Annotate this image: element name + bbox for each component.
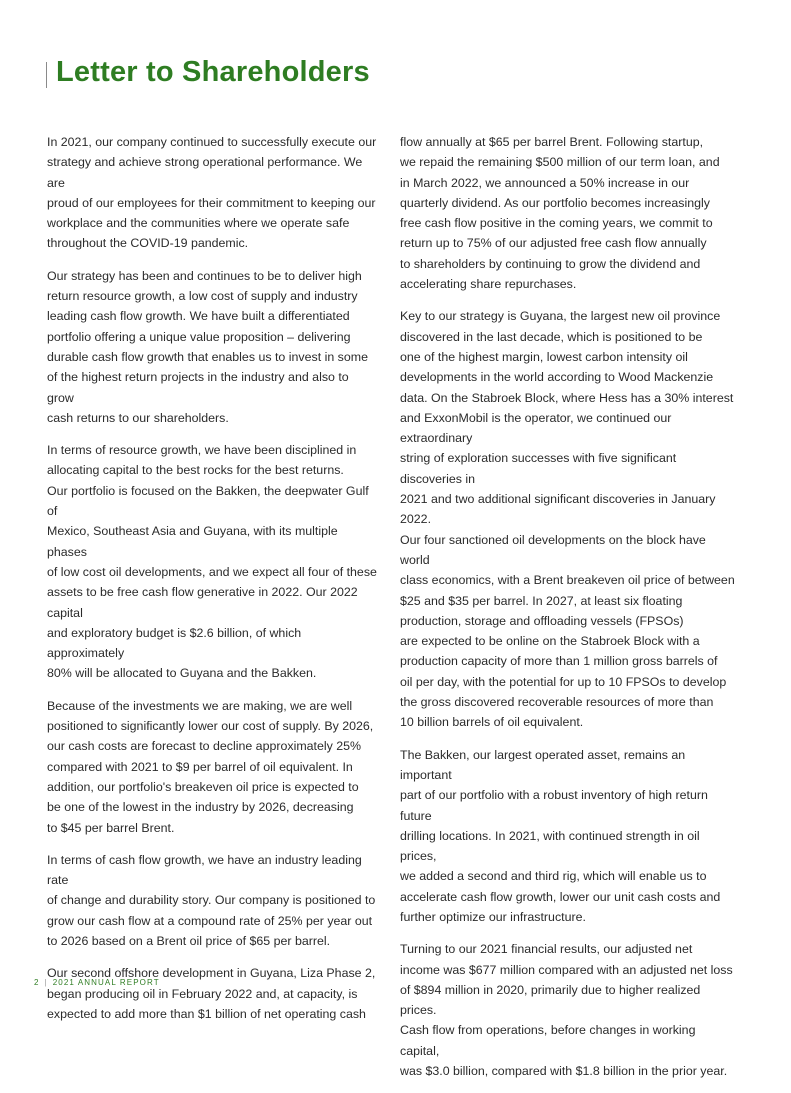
- right-column: [400, 132, 736, 1093]
- paragraph: flow annually at $65 per barrel Brent. Following startup, we repaid the remaining $500 million of our term loan, and in March 2022, we announced a 50% increase in our quarterly dividend. As our portfolio becomes increasingly free cash flow positive in the coming years, we commit to return up to 75% of our adjusted free cash flow annually to shareholders by continuing to grow the dividend and accelerating share repurchases.: [400, 135, 720, 292]
- page-footer: [34, 978, 160, 987]
- footer-separator: |: [44, 978, 48, 987]
- paragraph: Our second offshore development in Guyana, Liza Phase 2, began producing oil in February 2022 and, at capacity, is expected to add more than $1 billion of net operating cash: [47, 966, 376, 1021]
- paragraph: In terms of resource growth, we have been disciplined in allocating capital to the best rocks for the best returns. Our portfolio is focused on the Bakken, the deepwater Gulf of Mexico, Southeast Asia and Guyana, with its multiple phases of low cost oil developments, and we expect all four of these assets to be free cash flow generative in 2022. Our 2022 capital and exploratory budget is $2.6 billion, of which approximately 80% will be allocated to Guyana and the Bakken.: [47, 443, 377, 681]
- paragraph: Our strategy has been and continues to be to deliver high return resource growth, a low cost of supply and industry leading cash flow growth. We have built a differentiated portfolio offering a unique value proposition – delivering durable cash flow growth that enables us to invest in some of the highest return projects in the industry and also to grow cash returns to our shareholders.: [47, 268, 368, 425]
- left-column: [44, 132, 377, 1036]
- report-label: 2021 ANNUAL REPORT: [52, 978, 160, 987]
- paragraph: The Bakken, our largest operated asset, remains an important part of our portfolio with a robust inventory of high return future drilling locations. In 2021, with continued strength in oil prices, we added a second and third rig, which will enable us to accelerate cash flow growth, lower our unit cash costs and further optimize our infrastructure.: [400, 747, 721, 924]
- page-title: Letter to Shareholders: [56, 56, 370, 88]
- page-number: 2: [34, 978, 40, 987]
- paragraph: In 2021, our company continued to successfully execute our strategy and achieve strong operational performance. We are proud of our employees for their commitment to keeping our workplace and the communities where we operate safe throughout the COVID-19 pandemic.: [47, 135, 377, 251]
- paragraph: Because of the investments we are making, we are well positioned to significantly lower our cost of supply. By 2026, our cash costs are forecast to decline approximately 25% compared with 2021 to $9 per barrel of oil equivalent. In addition, our portfolio's breakeven oil price is expected to be one of the lowest in the industry by 2026, decreasing to $45 per barrel Brent.: [47, 698, 374, 835]
- title-rule: [46, 62, 47, 88]
- paragraph: Key to our strategy is Guyana, the largest new oil province discovered in the last decade, which is positioned to be one of the highest margin, lowest carbon intensity oil developments in the world according to Wood Mackenzie data. On the Stabroek Block, where Hess has a 30% interest and ExxonMobil is the operator, we continued our extraordinary string of exploration successes with five significant discoveries in 2021 and two additional significant discoveries in January 2022. Our four sanctioned oil developments on the block have world class economics, with a Brent breakeven oil price of between $25 and $35 per barrel. In 2027, at least six floating production, storage and offloading vessels (FPSOs) are expected to be online on the Stabroek Block with a production capacity of more than 1 million gross barrels of oil per day, with the potential for up to 10 FPSOs to develop the gross discovered recoverable resources of more than 10 billion barrels of oil equivalent.: [400, 309, 735, 730]
- paragraph: Turning to our 2021 financial results, our adjusted net income was $677 million compared with an adjusted net loss of $894 million in 2020, primarily due to higher realized prices. Cash flow from operations, before changes in working capital, was $3.0 billion, compared with $1.8 billion in the prior year.: [400, 942, 733, 1079]
- paragraph: In terms of cash flow growth, we have an industry leading rate of change and durability story. Our company is positioned to grow our cash flow at a compound rate of 25% per year out to 2026 based on a Brent oil price of $65 per barrel.: [47, 852, 376, 948]
